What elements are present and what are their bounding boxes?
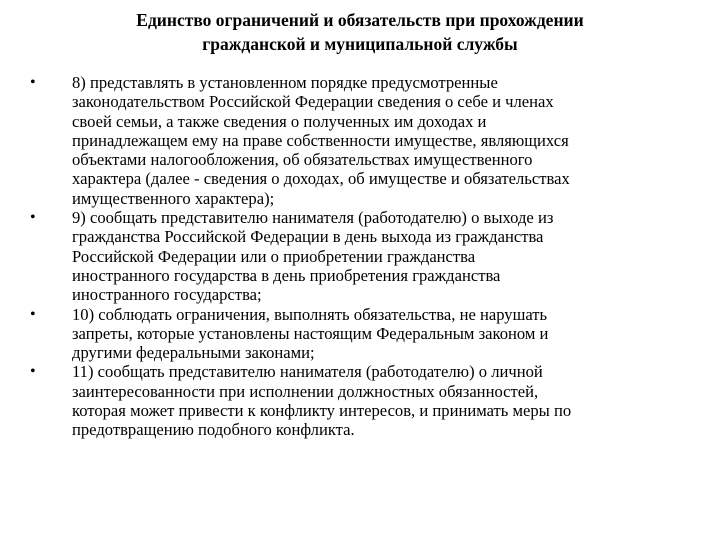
- text-line: предотвращению подобного конфликта.: [72, 420, 355, 440]
- text-line: заинтересованности при исполнении должностных обязанностей,: [72, 381, 539, 401]
- text-line: 10) соблюдать ограничения, выполнять обязательства, не нарушать: [72, 304, 548, 324]
- slide-title-line: Единство ограничений и обязательств при прохождении: [136, 10, 584, 30]
- bullet-text: [72, 73, 690, 208]
- text-line: 8) представлять в установленном порядке предусмотренные: [72, 73, 498, 92]
- bullet-icon: •: [30, 363, 36, 381]
- text-line: объектами налогообложения, об обязательствах имущественного: [72, 150, 533, 170]
- text-line: 11) сообщать представителю нанимателя (работодателю) о личной: [72, 362, 543, 382]
- text-line: иностранного государства;: [72, 285, 262, 305]
- text-line: гражданства Российской Федерации в день выхода из гражданства: [72, 227, 544, 247]
- text-line: характера (далее - сведения о доходах, об имуществе и обязательствах: [72, 169, 570, 189]
- bullet-item-9: [30, 208, 690, 304]
- text-line: имущественного характера);: [72, 188, 275, 208]
- text-line: принадлежащем ему на праве собственности имуществе, являющихся: [72, 130, 569, 150]
- bullet-icon: •: [30, 74, 36, 91]
- text-line: иностранного государства в день приобретения гражданства: [72, 265, 501, 285]
- bullet-text: [72, 362, 690, 439]
- bullet-icon: •: [30, 305, 36, 323]
- text-line: своей семьи, а также сведения о полученных им доходах и: [72, 111, 487, 131]
- bullet-icon: •: [30, 209, 36, 227]
- bullet-text: [72, 208, 690, 304]
- bullet-item-11: [30, 362, 690, 439]
- text-line: которая может привести к конфликту интересов, и принимать меры по: [72, 401, 572, 421]
- bullet-item-10: [30, 305, 690, 363]
- text-line: законодательством Российской Федерации сведения о себе и членах: [72, 92, 554, 112]
- bullet-item-8: [30, 73, 690, 208]
- text-line: Российской Федерации или о приобретении гражданства: [72, 246, 476, 266]
- text-line: запреты, которые установлены настоящим Федеральным законом и: [72, 323, 549, 343]
- slide-title: [60, 8, 660, 56]
- slide-title-line: гражданской и муниципальной службы: [202, 34, 518, 54]
- bullet-list: [30, 73, 690, 440]
- bullet-text: [72, 305, 690, 363]
- text-line: 9) сообщать представителю нанимателя (работодателю) о выходе из: [72, 208, 554, 228]
- text-line: другими федеральными законами;: [72, 343, 315, 363]
